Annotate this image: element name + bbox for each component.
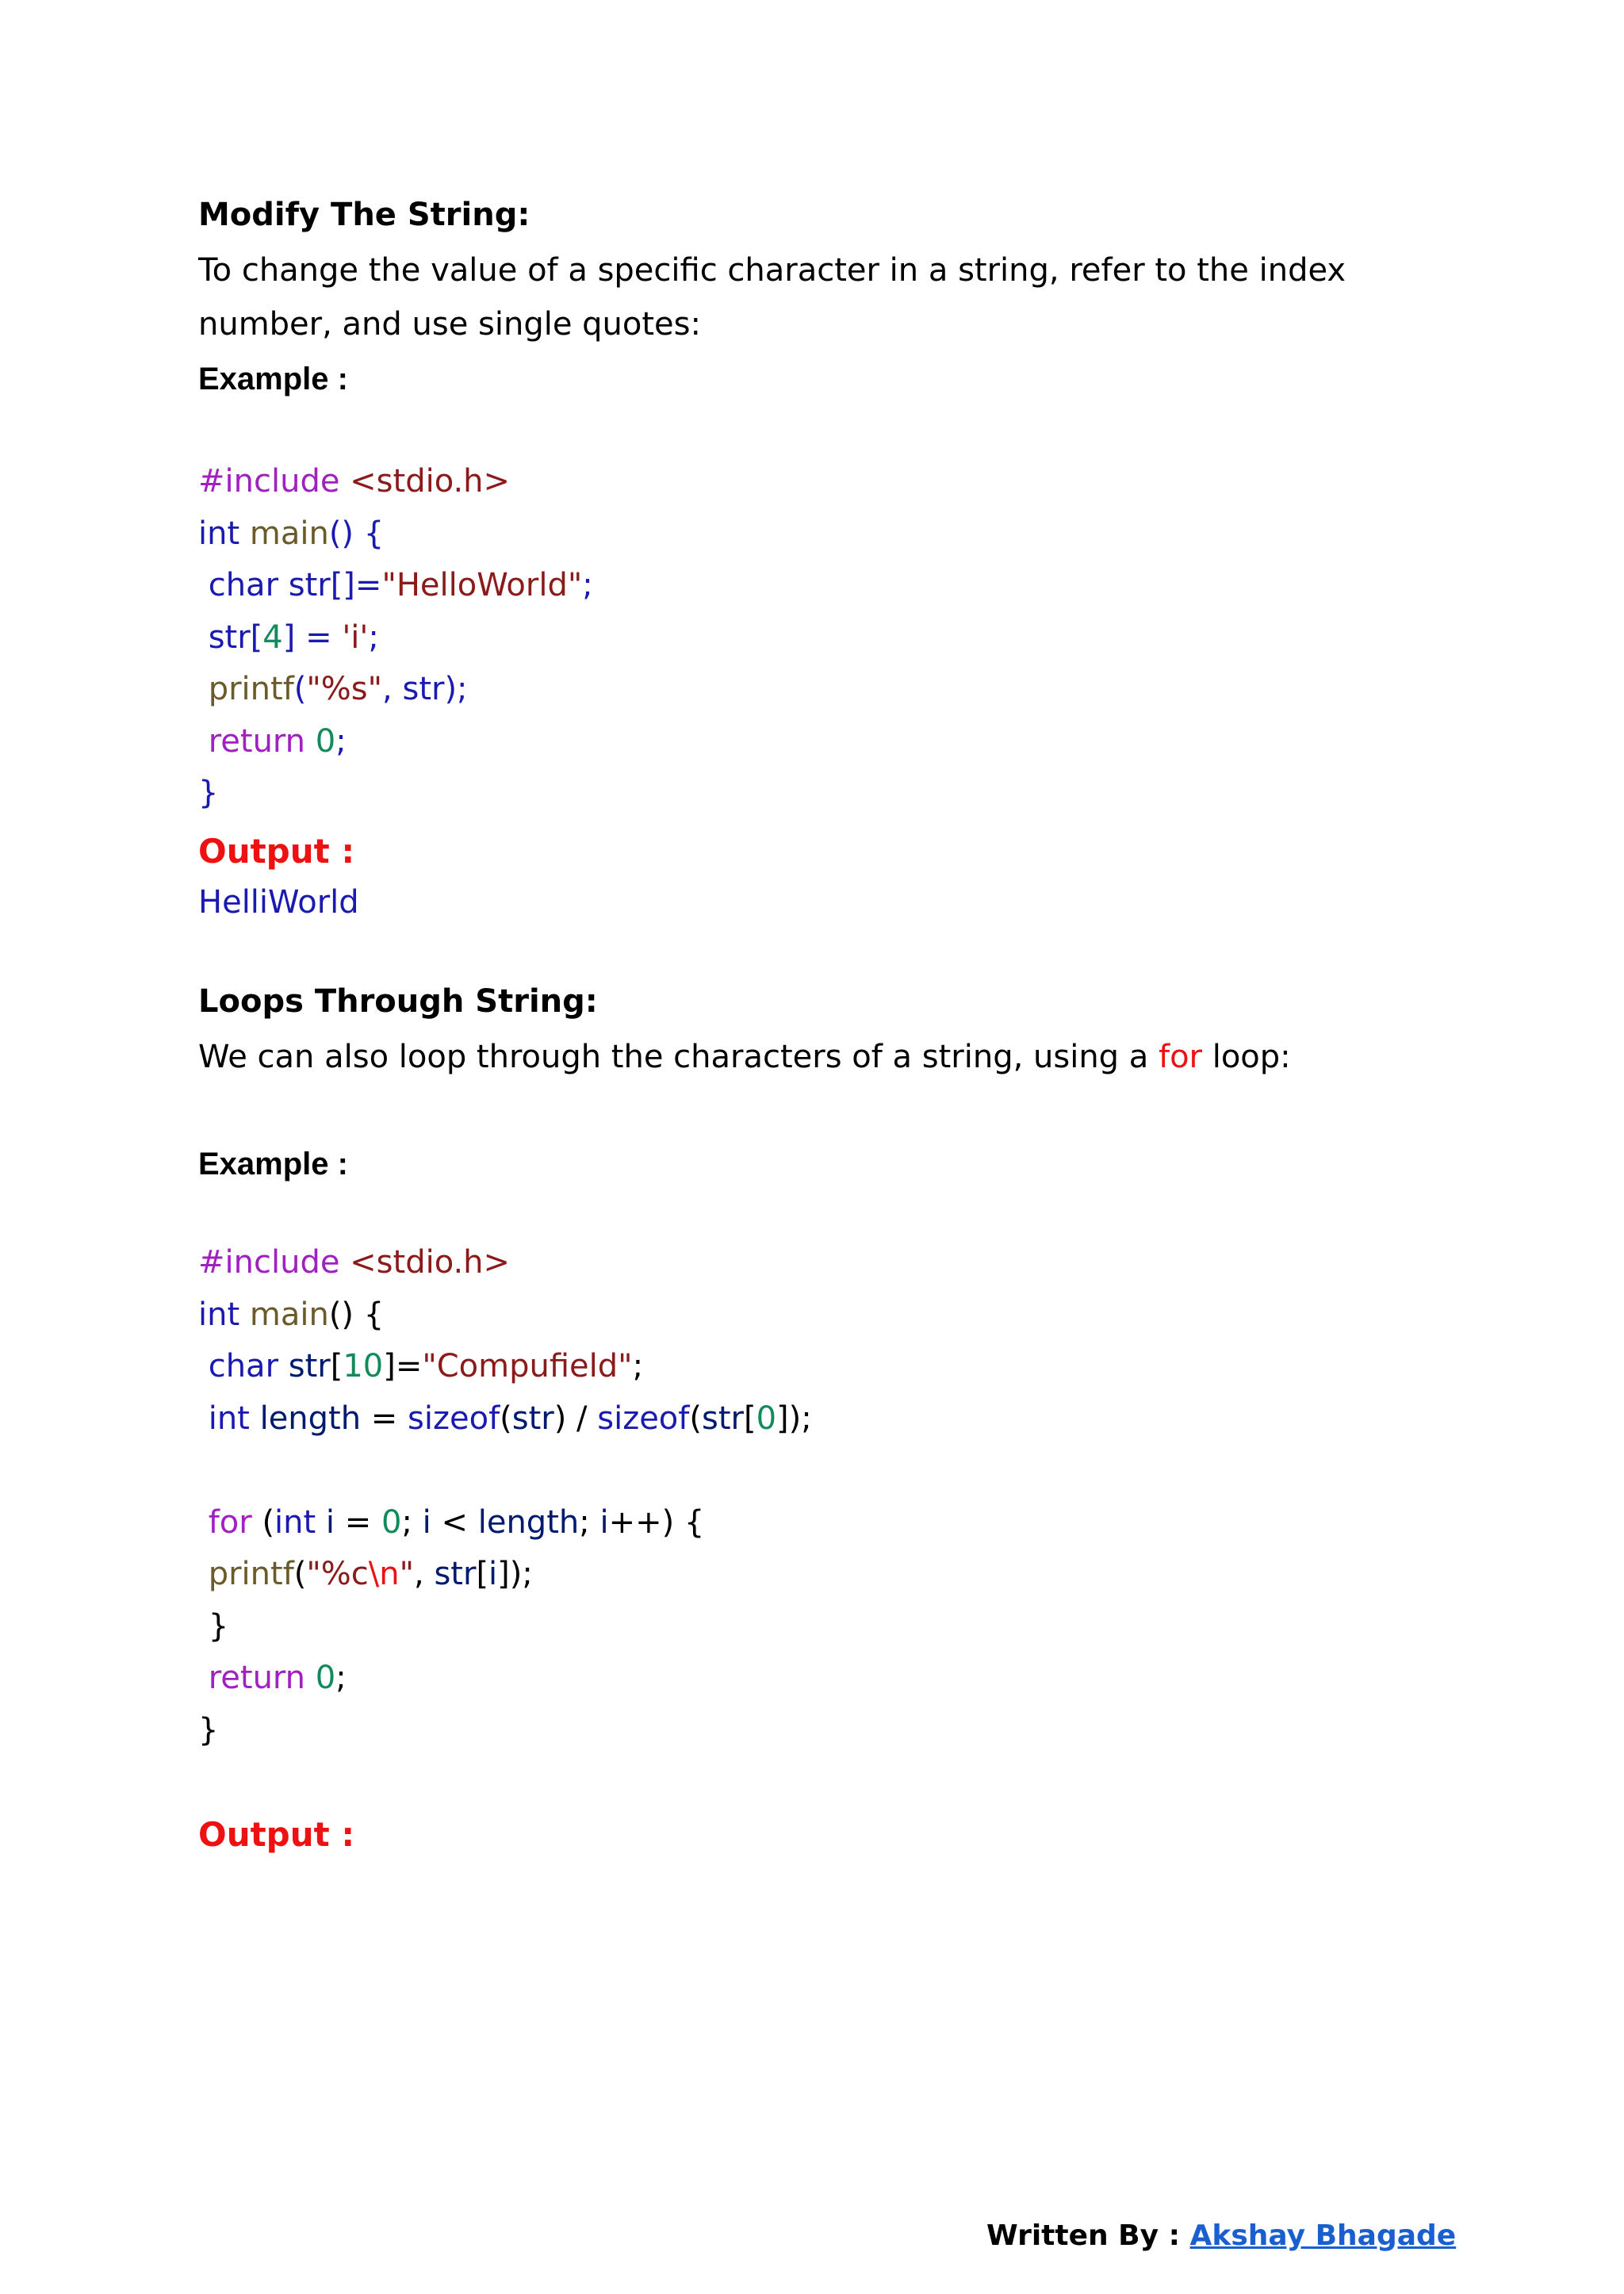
section2-code-line bbox=[198, 1608, 228, 1645]
code-token: "%s" bbox=[306, 671, 383, 707]
section1-code-line bbox=[198, 515, 384, 552]
code-token: ++) { bbox=[608, 1503, 705, 1541]
section1-desc-line2: number, and use single quotes: bbox=[198, 306, 701, 343]
section2-code-line bbox=[198, 1400, 812, 1437]
code-token: [ bbox=[476, 1556, 489, 1592]
code-token: () { bbox=[328, 515, 385, 552]
code-token: " bbox=[399, 1556, 415, 1592]
section1-code-line bbox=[198, 619, 379, 656]
section2-code-line bbox=[198, 1244, 510, 1281]
section2-code-line bbox=[198, 1660, 347, 1696]
section1-code-line bbox=[198, 671, 468, 707]
code-token: ; bbox=[335, 1660, 347, 1696]
code-token: length bbox=[259, 1400, 362, 1437]
code-token: ; bbox=[632, 1348, 644, 1384]
code-token: 'i' bbox=[342, 618, 369, 656]
code-token: ( bbox=[293, 1556, 307, 1592]
code-token: i bbox=[599, 1503, 609, 1541]
code-token: } bbox=[198, 1607, 229, 1645]
code-token: = bbox=[335, 1503, 381, 1541]
code-token: } bbox=[198, 775, 219, 811]
code-token: printf bbox=[198, 1556, 294, 1592]
code-token: length bbox=[477, 1503, 580, 1541]
section1-code-line bbox=[198, 567, 593, 603]
section1-output-value: HelliWorld bbox=[198, 884, 359, 921]
section2-code-line bbox=[198, 1296, 384, 1333]
footer-written-by: Written By : bbox=[986, 2219, 1190, 2252]
code-token: char bbox=[198, 1348, 289, 1384]
code-token: <stdio.h> bbox=[350, 1244, 511, 1281]
code-token: ]); bbox=[776, 1400, 812, 1437]
section2-desc-keyword: for bbox=[1159, 1039, 1202, 1075]
section2-desc-after: loop: bbox=[1202, 1039, 1291, 1075]
code-token: ]= bbox=[383, 1348, 423, 1384]
code-token: str[]= bbox=[288, 567, 382, 603]
code-token: ( bbox=[500, 1400, 512, 1437]
code-token: main bbox=[249, 515, 329, 552]
code-token: \n bbox=[368, 1556, 400, 1592]
code-token: () { bbox=[328, 1296, 385, 1333]
code-token: 10 bbox=[343, 1348, 384, 1384]
code-token: i bbox=[422, 1503, 431, 1541]
code-token: ) / bbox=[553, 1400, 598, 1437]
section2-code-line bbox=[198, 1504, 704, 1541]
section1-code-line bbox=[198, 723, 347, 760]
code-token: int bbox=[198, 515, 250, 552]
code-token: ( bbox=[293, 671, 307, 707]
section2-desc-before: We can also loop through the characters of a string, using a bbox=[198, 1039, 1159, 1075]
code-token: str bbox=[511, 1400, 554, 1437]
section1-title: Modify The String: bbox=[198, 197, 530, 233]
code-token: < bbox=[431, 1503, 478, 1541]
code-token: "%c bbox=[306, 1556, 369, 1592]
code-token: i bbox=[325, 1503, 335, 1541]
code-token: ; bbox=[582, 567, 593, 603]
code-token: } bbox=[198, 1711, 219, 1748]
code-token: = bbox=[361, 1400, 408, 1437]
code-token: str bbox=[288, 1348, 331, 1384]
code-token: 0 bbox=[381, 1503, 402, 1541]
code-token: #include bbox=[198, 1244, 350, 1281]
code-token: sizeof bbox=[408, 1400, 500, 1437]
section2-code-line bbox=[198, 1712, 218, 1748]
section1-output-label: Output : bbox=[198, 832, 355, 871]
code-token: str bbox=[434, 1556, 477, 1592]
code-token: int bbox=[274, 1503, 326, 1541]
code-token: return bbox=[198, 1660, 316, 1696]
code-token: char bbox=[198, 567, 289, 603]
code-token: #include bbox=[198, 463, 350, 500]
code-token: <stdio.h> bbox=[350, 463, 511, 500]
code-token: [ bbox=[743, 1400, 756, 1437]
code-token: main bbox=[249, 1296, 329, 1333]
footer-credit bbox=[986, 2219, 1456, 2252]
code-token: ( bbox=[262, 1503, 275, 1541]
code-token: ] = bbox=[282, 618, 343, 656]
code-token: return bbox=[198, 722, 316, 760]
code-token: ; bbox=[579, 1503, 600, 1541]
code-token: int bbox=[198, 1400, 260, 1437]
author-link[interactable]: Akshay Bhagade bbox=[1189, 2219, 1457, 2252]
code-token: ; bbox=[368, 618, 379, 656]
section1-code-line bbox=[198, 775, 218, 811]
code-token: str[ bbox=[198, 618, 263, 656]
code-token: , bbox=[414, 1556, 435, 1592]
code-token: for bbox=[198, 1503, 262, 1541]
section1-desc-line1: To change the value of a specific character in a string, refer to the index bbox=[198, 252, 1346, 289]
code-token: [ bbox=[330, 1348, 343, 1384]
code-token: , str); bbox=[382, 671, 468, 707]
code-token: printf bbox=[198, 671, 294, 707]
code-token: ; bbox=[335, 722, 347, 760]
code-token: 0 bbox=[315, 722, 336, 760]
section2-desc bbox=[198, 1039, 1291, 1075]
code-token: "Compufield" bbox=[422, 1348, 633, 1384]
code-token: 4 bbox=[262, 618, 283, 656]
code-token: str bbox=[701, 1400, 744, 1437]
section2-title: Loops Through String: bbox=[198, 983, 598, 1020]
section2-output-label: Output : bbox=[198, 1815, 355, 1854]
code-token: i bbox=[488, 1556, 498, 1592]
section1-code-line bbox=[198, 463, 510, 500]
code-token: int bbox=[198, 1296, 250, 1333]
section2-code-line bbox=[198, 1556, 533, 1592]
section1-example-label: Example : bbox=[198, 362, 348, 396]
code-token: ]); bbox=[497, 1556, 533, 1592]
code-token: sizeof bbox=[597, 1400, 690, 1437]
code-token: ; bbox=[401, 1503, 423, 1541]
code-token: 0 bbox=[756, 1400, 777, 1437]
code-token: ( bbox=[689, 1400, 702, 1437]
code-token: 0 bbox=[315, 1660, 336, 1696]
section2-code-line bbox=[198, 1348, 643, 1384]
section2-example-label: Example : bbox=[198, 1147, 348, 1181]
code-token: "HelloWorld" bbox=[381, 567, 583, 603]
